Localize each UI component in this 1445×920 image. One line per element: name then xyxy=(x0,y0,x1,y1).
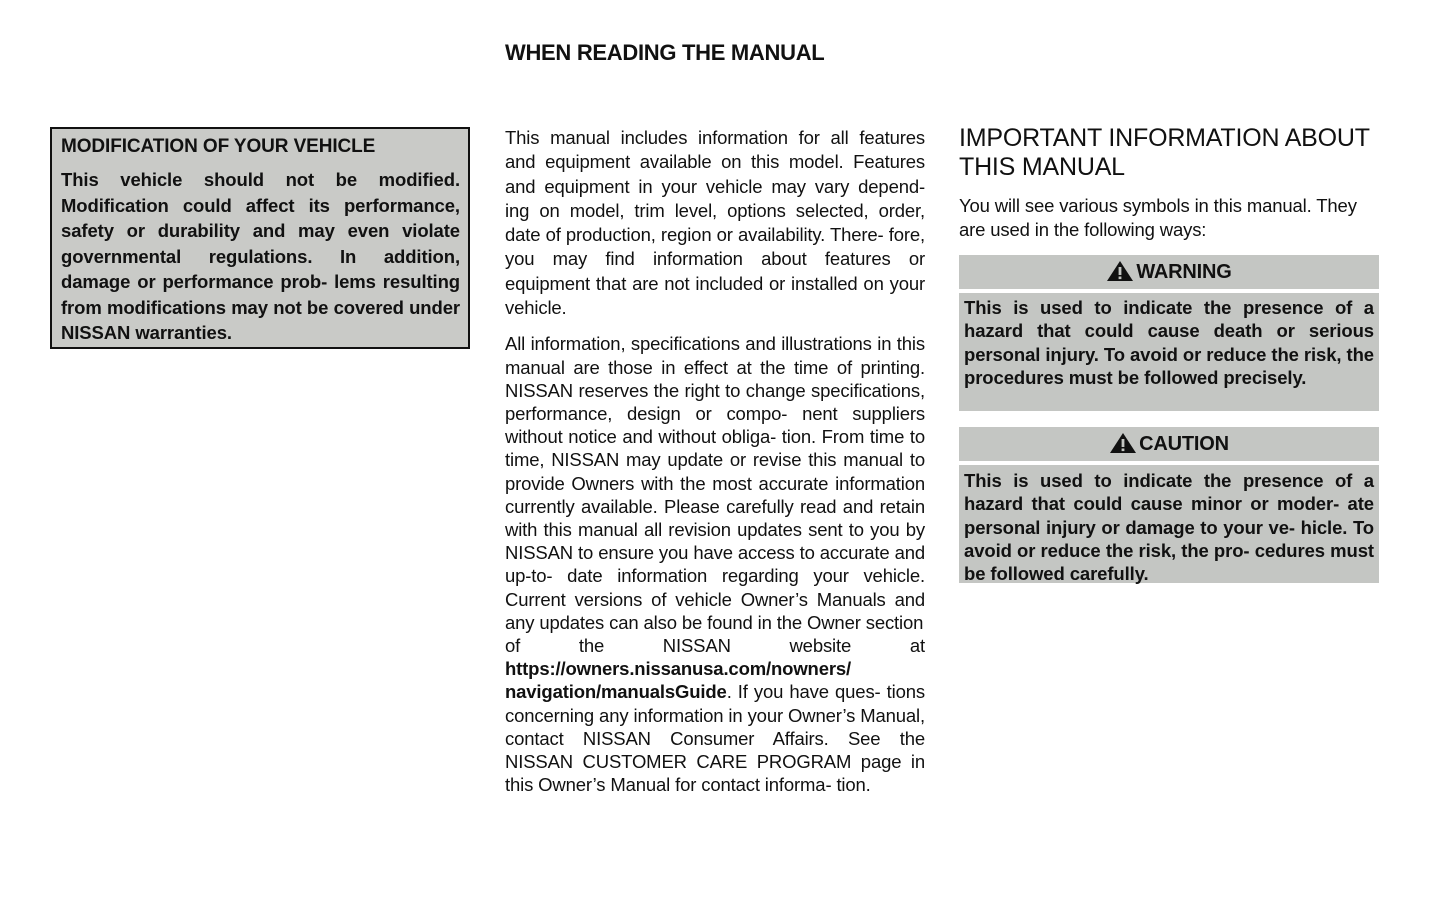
modification-line: even violate governmental regulations. In xyxy=(61,220,460,267)
warning-triangle-icon xyxy=(1106,260,1134,282)
website-word: NISSAN xyxy=(662,635,731,657)
important-information-heading: IMPORTANT INFORMATION ABOUT THIS MANUAL xyxy=(959,124,1370,181)
modification-line: performance, safety or durability and may xyxy=(61,194,460,241)
warning-text: This is used to indicate the presence of a hazard that could cause death or serious personal injury. To avoid or reduce the risk, the procedures must be followed precisely. xyxy=(959,293,1379,411)
manual-scope-column xyxy=(505,126,925,808)
warning-triangle-icon xyxy=(1109,432,1137,454)
symbols-intro: You will see various symbols in this manual. They are used in the following ways: xyxy=(959,195,1357,240)
important-information-column xyxy=(959,124,1379,583)
website-word: at xyxy=(909,635,925,657)
modification-line: addition, damage or performance prob- xyxy=(61,245,460,292)
consumer-affairs-text: . If you have ques- tions concerning any information in your Owner’s Manual, contact NISSAN Consumer Affairs. See the NISSAN CUSTOMER CARE PROGRAM page in this Owner’s Manual for contact informa- tion. xyxy=(505,681,925,796)
caution-label: CAUTION xyxy=(1139,432,1229,455)
modification-line: Modification could affect its xyxy=(61,194,330,216)
website-word: website xyxy=(789,635,852,657)
modification-line: This vehicle should not be modified. xyxy=(61,169,460,190)
website-word: of xyxy=(505,635,521,657)
modification-line: not be covered under NISSAN warranties. xyxy=(61,296,460,343)
warning-notice xyxy=(959,255,1379,411)
modification-notice-box xyxy=(50,127,470,349)
caution-notice xyxy=(959,427,1379,583)
website-word: the xyxy=(578,635,605,657)
page-title: WHEN READING THE MANUAL xyxy=(505,40,825,65)
specifications-text: All information, specifications and illustrations in this manual are those in effect at the time of printing. NISSAN reserves the right to change specifications, performance, design or compo- nent suppliers without notice and without obliga- tion. From time to time, NISSAN may update or revise this manual to provide Owners with the most accurate information currently available. Please carefully read and retain with this manual all revision updates sent to you by NISSAN to ensure you have access to accurate and up-to- date information regarding your vehicle. Current versions of vehicle Owner’s Manuals and any updates can also be found in the Owner section xyxy=(505,333,925,633)
owners-manual-url-line1[interactable]: https://owners.nissanusa.com/nowners/ xyxy=(505,658,852,680)
warning-label: WARNING xyxy=(1136,260,1232,283)
website-line xyxy=(505,634,925,657)
modification-line: lems resulting from modifications may xyxy=(61,271,460,318)
features-paragraph: This manual includes information for all features and equipment available on this model. Features and equipment in your vehicle may vary depend- ing on model, trim level, options selected, order, date of production, region or availability. There- fore, you may find information about features or equipment that are not included or installed on your vehicle. xyxy=(505,127,925,319)
caution-text: This is used to indicate the presence of a hazard that could cause minor or moder- ate personal injury or damage to your ve- hicle. To avoid or reduce the risk, the pro- cedures must be followed carefully. xyxy=(959,465,1379,583)
modification-text xyxy=(61,167,460,346)
warning-header xyxy=(959,255,1379,289)
owners-manual-url-line2[interactable]: navigation/manualsGuide xyxy=(505,681,727,703)
modification-heading: MODIFICATION OF YOUR VEHICLE xyxy=(61,136,376,157)
caution-header xyxy=(959,427,1379,461)
specifications-paragraph xyxy=(505,332,925,796)
